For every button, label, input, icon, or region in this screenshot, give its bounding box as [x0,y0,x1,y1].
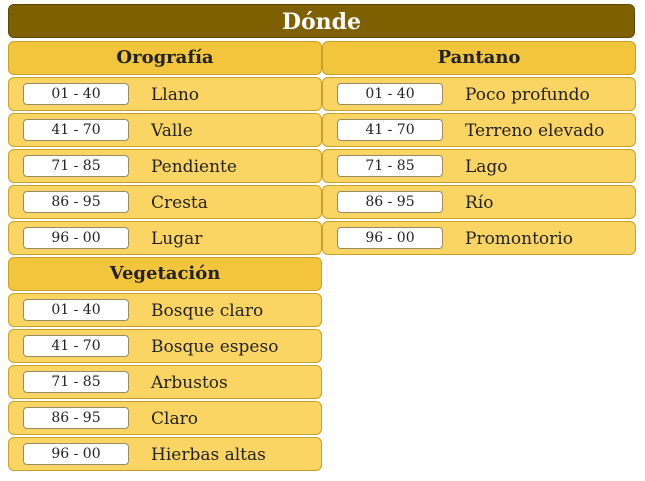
table-row [322,221,636,255]
range-cell: 01 - 40 [23,299,129,321]
vegetacion-header: Vegetación [8,257,322,291]
range-cell: 01 - 40 [23,83,129,105]
result-label: Promontorio [465,229,573,249]
table-row [322,77,636,111]
result-label: Llano [151,85,200,105]
result-label: Claro [151,409,198,429]
table-row [8,221,322,255]
range-cell: 01 - 40 [337,83,443,105]
table-row [8,401,322,435]
result-label: Bosque claro [151,301,264,321]
result-label: Valle [151,121,193,141]
range-cell: 71 - 85 [23,371,129,393]
page-title: Dónde [8,4,635,38]
table-row [322,113,636,147]
range-cell: 41 - 70 [337,119,443,141]
pantano-header: Pantano [322,41,636,75]
table-row [8,329,322,363]
range-cell: 86 - 95 [337,191,443,213]
table-row [8,437,322,471]
table-row [8,77,322,111]
table-row [8,113,322,147]
table-row [8,293,322,327]
result-label: Arbustos [151,373,228,393]
range-cell: 41 - 70 [23,119,129,141]
range-cell: 86 - 95 [23,191,129,213]
result-label: Río [465,193,494,213]
range-cell: 86 - 95 [23,407,129,429]
range-cell: 96 - 00 [23,227,129,249]
result-label: Cresta [151,193,208,213]
result-label: Poco profundo [465,85,590,105]
result-label: Terreno elevado [465,121,605,141]
result-label: Lugar [151,229,203,249]
table-row [8,365,322,399]
range-cell: 96 - 00 [23,443,129,465]
orografia-header: Orografía [8,41,322,75]
table-row [8,185,322,219]
range-cell: 71 - 85 [337,155,443,177]
orografia-section [8,41,322,257]
range-cell: 96 - 00 [337,227,443,249]
table-row [8,149,322,183]
result-label: Lago [465,157,508,177]
result-label: Pendiente [151,157,237,177]
table-row [322,185,636,219]
result-label: Hierbas altas [151,445,266,465]
range-cell: 41 - 70 [23,335,129,357]
table-row [322,149,636,183]
result-label: Bosque espeso [151,337,279,357]
vegetacion-section [8,257,322,473]
range-cell: 71 - 85 [23,155,129,177]
pantano-section [322,41,636,257]
